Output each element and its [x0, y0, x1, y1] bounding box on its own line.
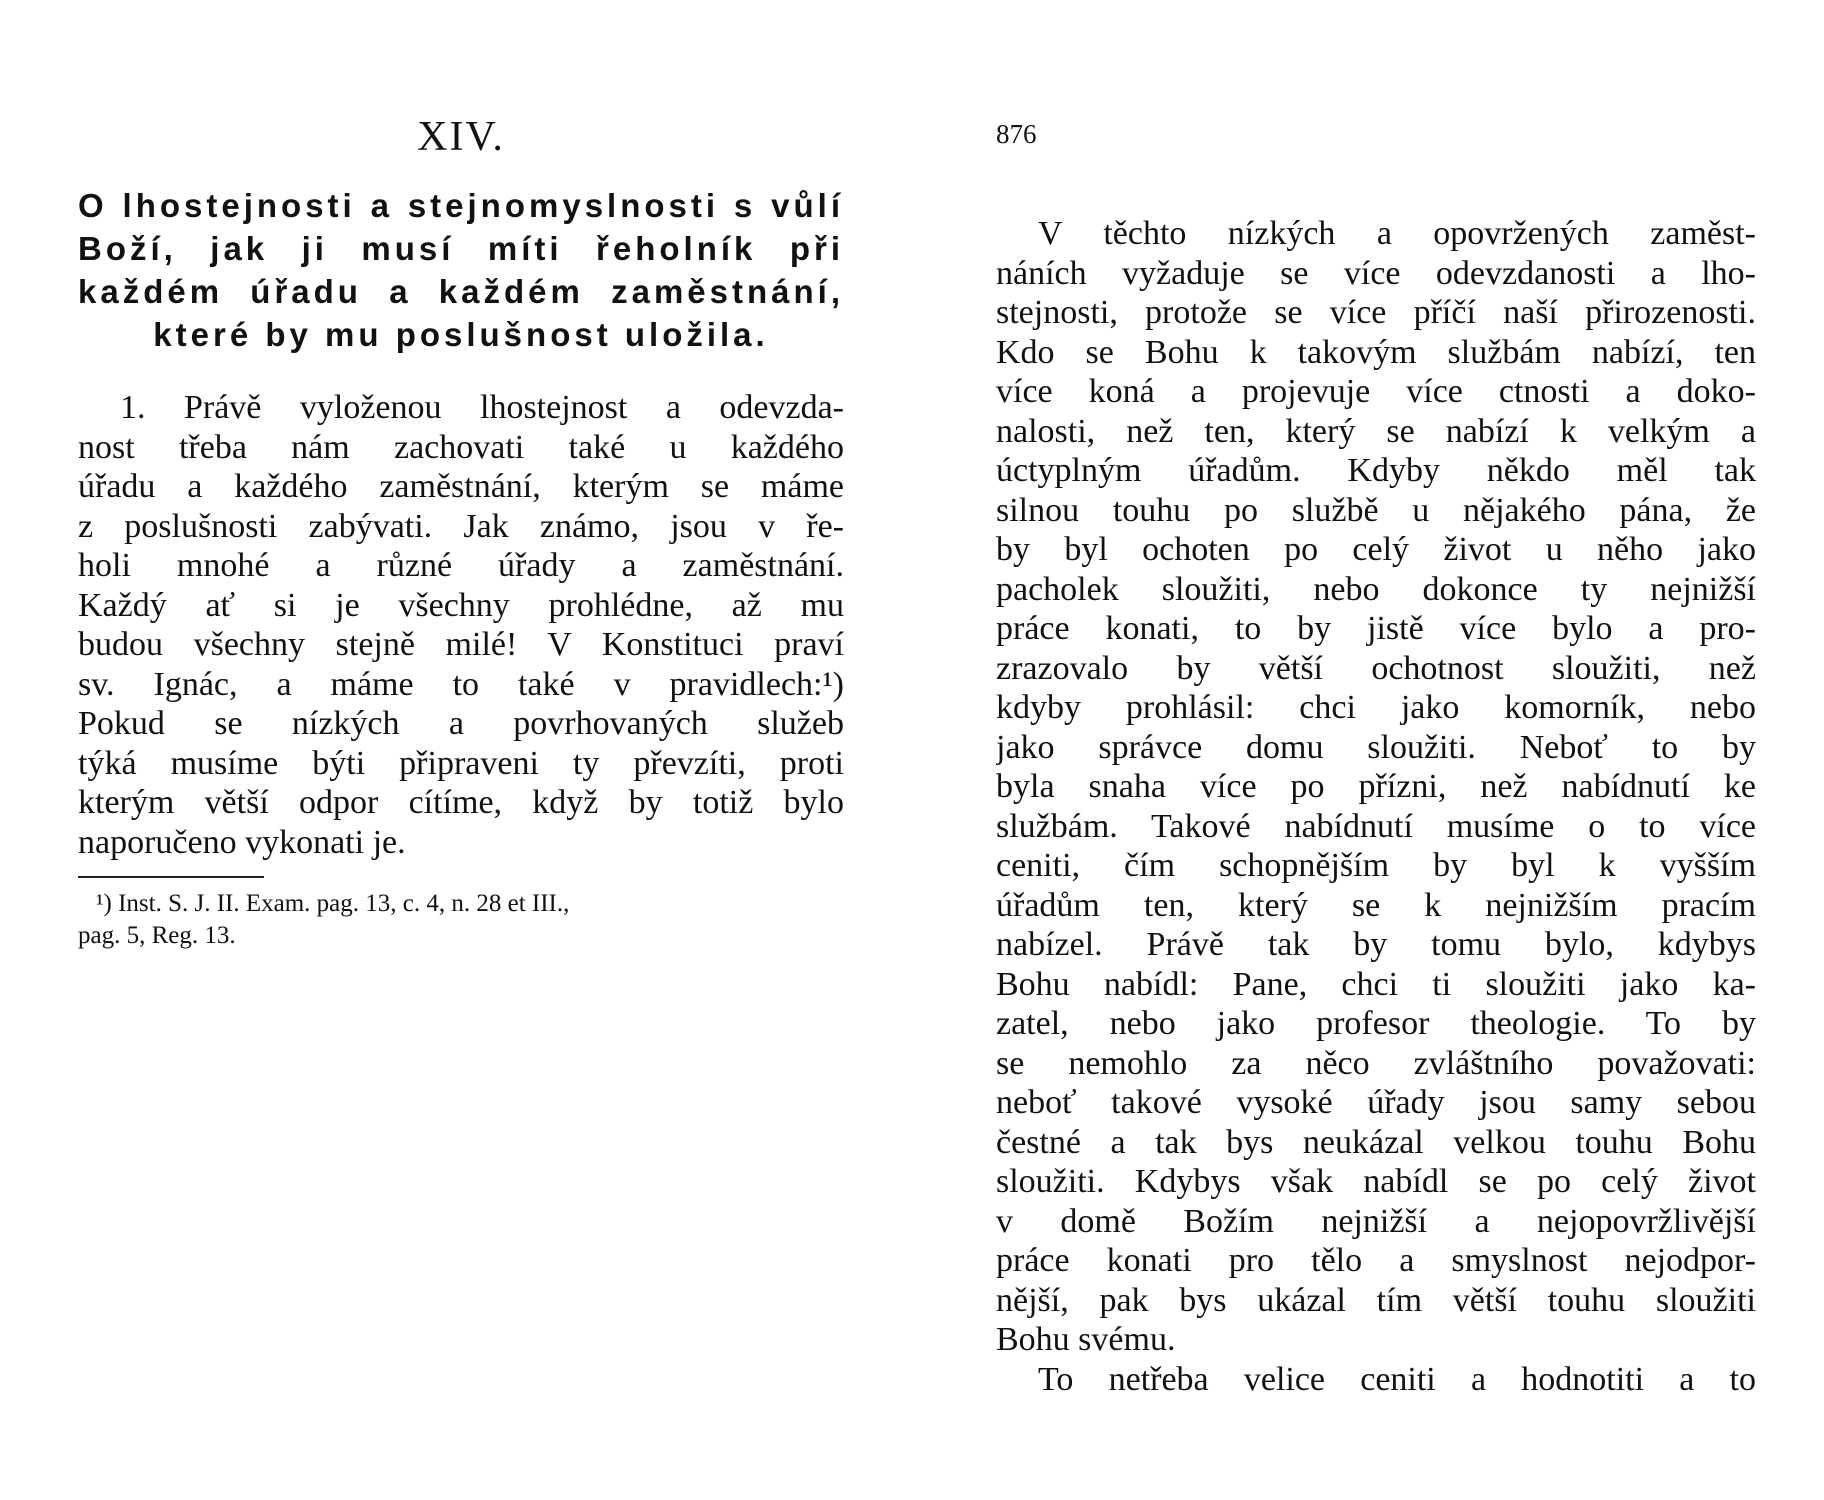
body-line: byla snaha více po přízni, než nabídnutí ke — [996, 768, 1756, 805]
body-line: pacholek sloužiti, nebo dokonce ty nejnižší — [996, 570, 1756, 608]
body-line: práce konati pro tělo a smyslnost nejodpor- — [996, 1242, 1756, 1279]
body-line: práce konati, to by jistě více bylo a pro- — [996, 610, 1756, 647]
chapter-title-line: O lhostejnosti a stejnomyslnosti s vůlí — [78, 187, 844, 224]
chapter-number: XIV. — [417, 114, 505, 160]
body-line: úřadům ten, který se k nejnižším pracím — [996, 886, 1756, 924]
body-line: 1. Právě vyloženou lhostejnost a odevzda- — [120, 389, 844, 426]
body-line: Pokud se nízkých a povrhovaných služeb — [78, 705, 844, 742]
body-line: stejnosti, protože se více příčí naší přirozenosti. — [996, 294, 1756, 331]
body-line: nější, pak bys ukázal tím větší touhu sloužiti — [996, 1281, 1756, 1319]
chapter-title — [78, 184, 844, 356]
footnotes — [78, 888, 844, 952]
body-line: budou všechny stejně milé! V Konstituci praví — [78, 626, 844, 663]
body-line: silnou touhu po službě u nějakého pána, že — [996, 491, 1756, 529]
chapter-title-line: Boží, jak ji musí míti řeholník při — [78, 230, 844, 267]
chapter-title-line: každém úřadu a každém zaměstnání, — [78, 273, 844, 310]
body-line: úctyplným úřadům. Kdyby někdo měl tak — [996, 452, 1756, 489]
body-line: holi mnohé a různé úřady a zaměstnání. — [78, 547, 844, 584]
body-line: nalosti, než ten, který se nabízí k velkým a — [996, 412, 1756, 450]
body-line: službám. Takové nabídnutí musíme o to více — [996, 807, 1756, 845]
body-line: V těchto nízkých a opovržených zaměst- — [1038, 215, 1756, 252]
footnote-line: pag. 5, Reg. 13. — [78, 922, 236, 949]
body-line: týká musíme býti připraveni ty převzíti, proti — [78, 744, 844, 782]
body-line: Kdo se Bohu k takovým službám nabízí, ten — [996, 333, 1756, 371]
body-line: ceniti, čím schopnějším by byl k vyšším — [996, 847, 1756, 884]
body-line: naporučeno vykonati je. — [78, 823, 406, 861]
body-line: nabízel. Právě tak by tomu bylo, kdybys — [996, 926, 1756, 963]
body-line: více koná a projevuje více ctnosti a doko- — [996, 373, 1756, 410]
body-line: z poslušnosti zabývati. Jak známo, jsou v ře- — [78, 507, 844, 545]
footnote-divider — [78, 876, 264, 878]
body-line: sv. Ignác, a máme to také v pravidlech:¹) — [78, 665, 844, 703]
body-line: čestné a tak bys neukázal velkou touhu Bohu — [996, 1123, 1756, 1161]
page-number: 876 — [996, 119, 1037, 149]
chapter-title-line: které by mu poslušnost uložila. — [153, 316, 769, 353]
body-line: Bohu svému. — [996, 1321, 1176, 1358]
body-line: se nemohlo za něco zvláštního považovati: — [996, 1044, 1756, 1082]
body-line: Každý ať si je všechny prohlédne, až mu — [78, 586, 844, 624]
body-line: neboť takové vysoké úřady jsou samy sebou — [996, 1084, 1756, 1121]
body-line: zrazovalo by větší ochotnost sloužiti, než — [996, 649, 1756, 687]
body-line: kdyby prohlásil: chci jako komorník, nebo — [996, 689, 1756, 726]
body-line: zatel, nebo jako profesor theologie. To by — [996, 1005, 1756, 1042]
body-line: by byl ochoten po celý život u něho jako — [996, 531, 1756, 568]
body-line: Bohu nabídl: Pane, chci ti sloužiti jako ka- — [996, 965, 1756, 1003]
body-line: sloužiti. Kdybys však nabídl se po celý život — [996, 1163, 1756, 1200]
footnote-line: ¹) Inst. S. J. II. Exam. pag. 13, c. 4, n. 28 et III., — [96, 890, 570, 917]
body-line: To netřeba velice ceniti a hodnotiti a to — [1038, 1360, 1756, 1398]
body-line: náních vyžaduje se více odevzdanosti a lho- — [996, 254, 1756, 292]
body-line: v domě Božím nejnižší a nejopovržlivější — [996, 1202, 1756, 1240]
right-body-text — [996, 214, 1756, 1399]
left-body-text — [78, 388, 844, 862]
body-line: úřadu a každého zaměstnání, kterým se máme — [78, 468, 844, 505]
body-line: jako správce domu sloužiti. Neboť to by — [996, 728, 1756, 766]
body-line: nost třeba nám zachovati také u každého — [78, 428, 844, 466]
body-line: kterým větší odpor cítíme, když by totiž bylo — [78, 784, 844, 821]
